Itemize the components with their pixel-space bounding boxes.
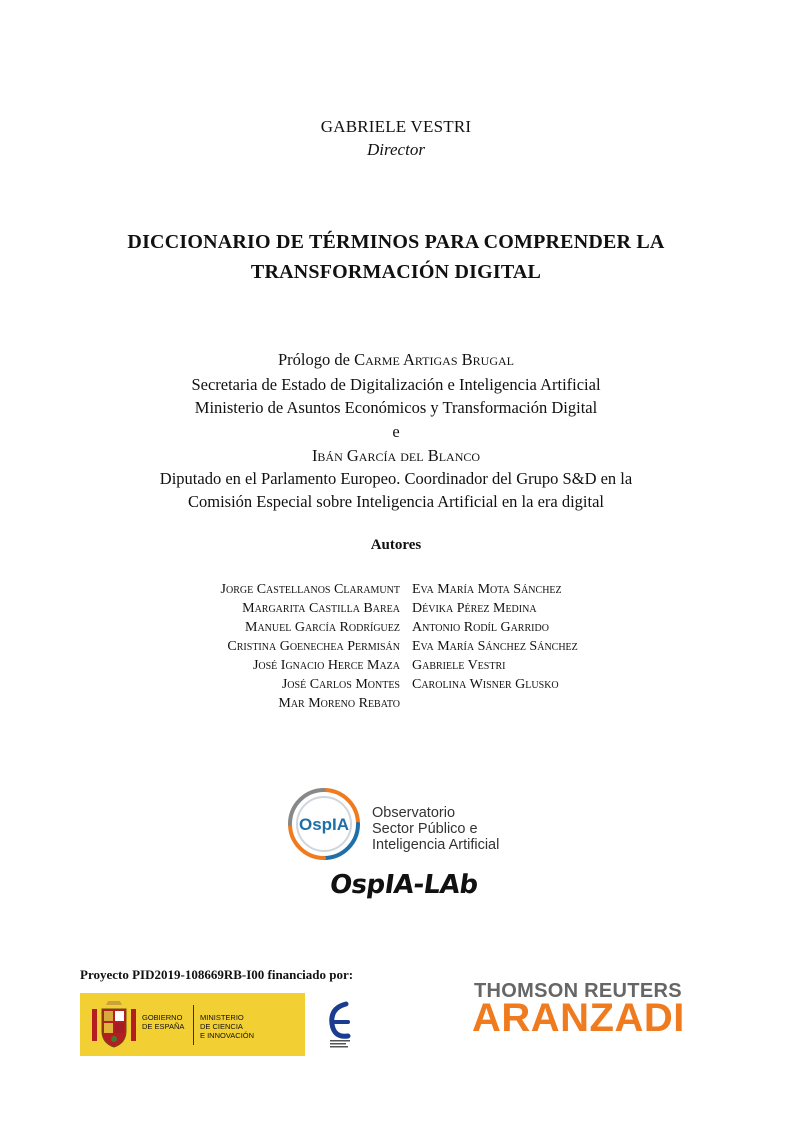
gobierno-text xyxy=(142,1013,184,1031)
authors-heading: Autores xyxy=(370,537,422,553)
ospia-lab-logo: OspIA-LAb xyxy=(327,870,480,900)
author-name: Eva María Mota Sánchez xyxy=(412,582,562,597)
book-title-line-2: TRANSFORMACIÓN DIGITAL xyxy=(250,261,542,283)
author-name: Cristina Goenechea Permisán xyxy=(227,639,400,654)
ospia-line-2: Sector Público e xyxy=(372,821,478,837)
author-name: Mar Moreno Rebato xyxy=(278,696,400,711)
prologue-author-1-role-1: Secretaria de Estado de Digitalización e Inteligencia Artificial xyxy=(191,375,601,394)
author-name: Carolina Wisner Glusko xyxy=(412,677,559,692)
aranzadi-logo: ARANZADI xyxy=(472,996,685,1040)
coat-of-arms-icon xyxy=(90,999,138,1049)
author-name: José Ignacio Herce Maza xyxy=(252,658,400,673)
author-name: José Carlos Montes xyxy=(281,677,400,692)
author-name: Antonio Rodíl Garrido xyxy=(412,620,549,635)
authors-left-column xyxy=(221,580,400,713)
ospia-wordmark xyxy=(372,805,499,853)
prologue-author-1-role-2: Ministerio de Asuntos Económicos y Transformación Digital xyxy=(194,398,598,417)
thomson-reuters-logo: THOMSON REUTERS xyxy=(474,980,682,1002)
ministerio-text xyxy=(200,1013,254,1040)
funding-label: Proyecto PID2019-108669RB-I00 financiado por: xyxy=(80,967,354,982)
ospia-line-3: Inteligencia Artificial xyxy=(372,837,500,853)
prologue-line xyxy=(0,350,792,370)
authors-right-column xyxy=(412,580,578,694)
author-name: Jorge Castellanos Claramunt xyxy=(220,582,400,597)
book-title-line-1: DICCIONARIO DE TÉRMINOS PARA COMPRENDER LA xyxy=(127,231,665,253)
prologue-prefix: Prólogo de xyxy=(278,350,355,369)
ministerio-line-1: MINISTERIO xyxy=(200,1013,244,1022)
aei-logo xyxy=(326,1000,358,1050)
gobierno-ministerio-logo xyxy=(80,993,305,1056)
prologue-conjunction: e xyxy=(392,422,400,441)
prologue-author-2: Ibán García del Blanco xyxy=(311,446,481,465)
ospia-logo xyxy=(286,786,362,862)
director-name: GABRIELE VESTRI xyxy=(320,117,472,136)
author-name: Margarita Castilla Barea xyxy=(242,601,400,616)
prologue-author-1: Carme Artigas Brugal xyxy=(354,350,514,369)
author-name: Eva María Sánchez Sánchez xyxy=(412,639,578,654)
author-name: Gabriele Vestri xyxy=(412,658,506,673)
prologue-author-2-role-1: Diputado en el Parlamento Europeo. Coordinador del Grupo S&D en la xyxy=(159,469,633,488)
ministerio-line-2: DE CIENCIA xyxy=(200,1022,243,1031)
prologue-author-2-role-2: Comisión Especial sobre Inteligencia Artificial en la era digital xyxy=(187,492,605,511)
gobierno-line-2: DE ESPAÑA xyxy=(142,1022,185,1031)
ministerio-line-3: E INNOVACIÓN xyxy=(200,1031,255,1040)
logo-divider xyxy=(193,1005,194,1045)
book-title xyxy=(0,227,792,287)
director-role: Director xyxy=(367,140,425,159)
ospia-line-1: Observatorio xyxy=(372,805,456,821)
gobierno-line-1: GOBIERNO xyxy=(142,1013,183,1022)
author-name: Manuel García Rodríguez xyxy=(245,620,400,635)
author-name: Dévika Pérez Medina xyxy=(412,601,537,616)
ospia-logo-text: OspIA xyxy=(298,815,350,834)
